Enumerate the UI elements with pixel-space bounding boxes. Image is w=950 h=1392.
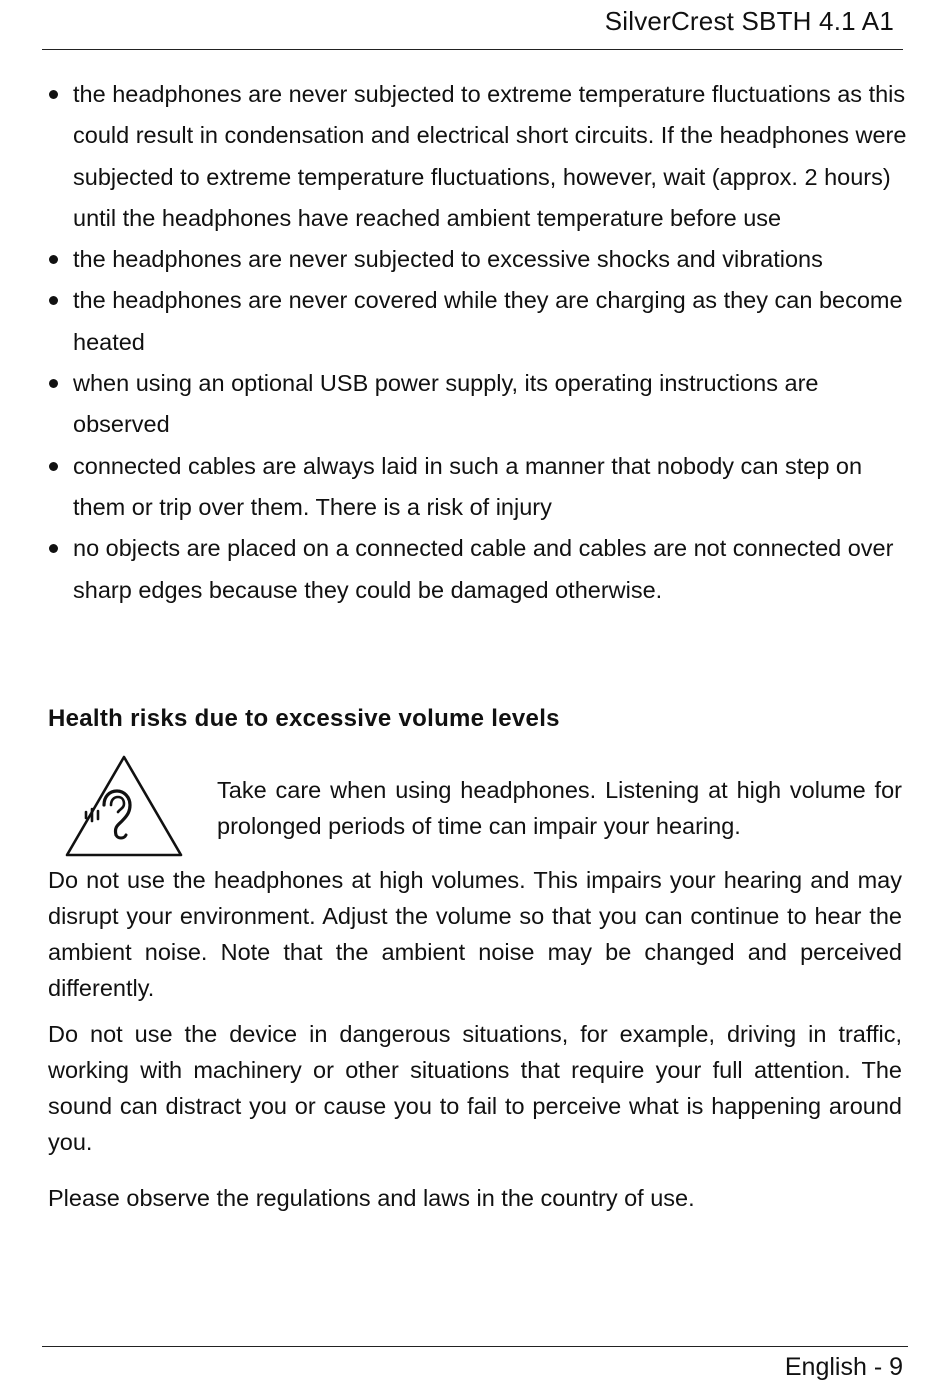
list-item-text: the headphones are never subjected to extreme temperature fluctuations as this could result in condensation and electrical short circuits. If the headphones were subjected to extreme temperature fluctuations, however, wait (approx. 2 hours) until the headphones have reached ambient temperature before use [73, 81, 907, 231]
list-item-text: connected cables are always laid in such a manner that nobody can step on them or trip over them. There is a risk of injury [73, 452, 863, 520]
list-item [46, 446, 912, 529]
list-item-text: the headphones are never subjected to excessive shocks and vibrations [73, 246, 823, 273]
list-item-text: no objects are placed on a connected cable and cables are not connected over sharp edges because they could be damaged otherwise. [73, 535, 894, 603]
bullet-icon [49, 90, 58, 99]
header-divider [42, 49, 903, 50]
bullet-icon [49, 255, 58, 264]
bullet-icon [49, 544, 58, 553]
section-heading: Health risks due to excessive volume levels [48, 705, 560, 732]
page-header-title: SilverCrest SBTH 4.1 A1 [604, 6, 894, 36]
safety-bullet-list [46, 74, 912, 611]
paragraph: Please observe the regulations and laws in the country of use. [48, 1185, 695, 1211]
list-item-text: the headphones are never covered while they are charging as they can become heated [73, 287, 903, 355]
bullet-icon [49, 379, 58, 388]
bullet-icon [49, 296, 58, 305]
paragraph: Do not use the device in dangerous situations, for example, driving in traffic, working with machinery or other situations that require your full attention. The sound can distract you or cause you to fail to perceive what is happening around you. [48, 1021, 902, 1155]
list-item-text: when using an optional USB power supply, its operating instructions are observed [73, 370, 819, 438]
hearing-warning-icon [64, 753, 184, 859]
warning-text: Take care when using headphones. Listening at high volume for prolonged periods of time can impair your hearing. [217, 777, 902, 839]
list-item [46, 280, 912, 363]
bullet-icon [49, 462, 58, 471]
list-item [46, 363, 912, 446]
paragraph: Do not use the headphones at high volumes. This impairs your hearing and may disrupt your environment. Adjust the volume so that you can continue to hear the ambient noise. Note that the ambient noise may be changed and perceived differently. [48, 867, 902, 1001]
list-item [46, 239, 912, 280]
list-item [46, 528, 912, 611]
list-item [46, 74, 912, 239]
footer-divider [42, 1346, 908, 1347]
page-number: English - 9 [784, 1353, 903, 1381]
